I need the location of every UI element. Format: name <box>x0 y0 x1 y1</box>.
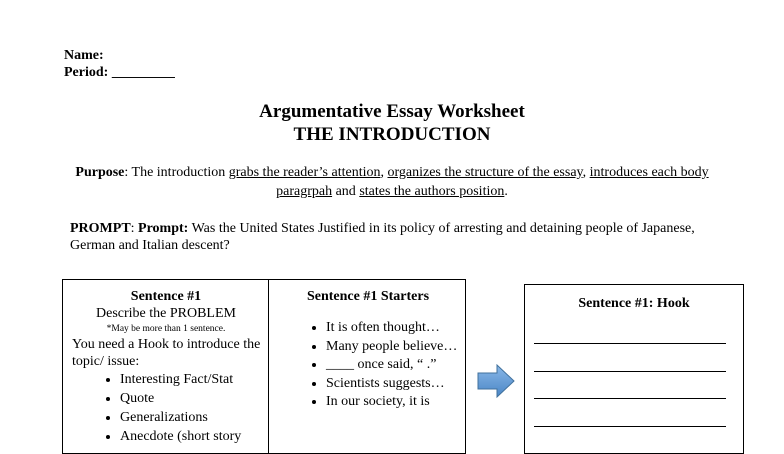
hook-title: Sentence #1: Hook <box>578 296 690 311</box>
table-divider <box>268 279 269 454</box>
prompt-text: Was the United States Justified in its policy of arresting and detaining people of Japanese, German and Italian descent? <box>70 221 695 253</box>
list-item: • Anecdote (short story <box>120 427 268 446</box>
hook-answer-line[interactable] <box>534 343 726 344</box>
list-item: • In our society, it is <box>326 393 466 412</box>
sentence-1-subheading: Describe the PROBLEM <box>96 306 236 321</box>
sentence-1-note: *May be more than 1 sentence. <box>106 324 226 334</box>
purpose-separator: , <box>380 165 388 180</box>
purpose-paragraph <box>60 163 724 201</box>
list-item: • Many people believe… <box>326 338 466 357</box>
list-item: • Scientists suggests… <box>326 375 466 394</box>
purpose-separator: and <box>332 184 360 199</box>
list-item: • Interesting Fact/Stat <box>120 370 268 389</box>
hook-answer-line[interactable] <box>534 426 726 427</box>
purpose-text: : The introduction <box>124 165 229 180</box>
sentence-1-column <box>64 288 268 446</box>
starters-column <box>270 288 466 412</box>
worksheet-title: Argumentative Essay Worksheet <box>259 101 525 122</box>
prompt-paragraph <box>70 220 730 254</box>
prompt-separator: : <box>130 221 139 236</box>
starters-heading: Sentence #1 Starters <box>306 289 430 304</box>
sentence-1-intro: You need a Hook to introduce the topic/ issue: <box>72 337 261 369</box>
list-item: • ____ once said, “ .” <box>326 356 466 375</box>
worksheet-subtitle: THE INTRODUCTION <box>293 124 491 145</box>
purpose-point-2: organizes the structure of the essay <box>387 165 583 180</box>
purpose-point-1: grabs the reader’s attention <box>228 165 381 180</box>
list-item: • Generalizations <box>120 408 268 427</box>
prompt-label: PROMPT <box>70 221 131 236</box>
purpose-label: Purpose <box>75 165 125 180</box>
list-item: • It is often thought… <box>326 319 466 338</box>
right-arrow-icon <box>477 364 515 398</box>
starters-list <box>270 319 466 412</box>
period-label: Period: _________ <box>64 65 175 80</box>
prompt-label-2: Prompt: <box>138 221 189 236</box>
purpose-point-4: states the authors position <box>359 184 505 199</box>
hook-type-list <box>64 370 268 446</box>
purpose-point-3: introduces each body paragrpah <box>276 165 709 199</box>
hook-answer-line[interactable] <box>534 371 726 372</box>
list-item: • Quote <box>120 389 268 408</box>
purpose-end: . <box>504 184 508 199</box>
purpose-separator: , <box>582 165 590 180</box>
hook-answer-line[interactable] <box>534 398 726 399</box>
sentence-1-heading: Sentence #1 <box>130 289 202 304</box>
name-label: Name: <box>64 48 104 63</box>
